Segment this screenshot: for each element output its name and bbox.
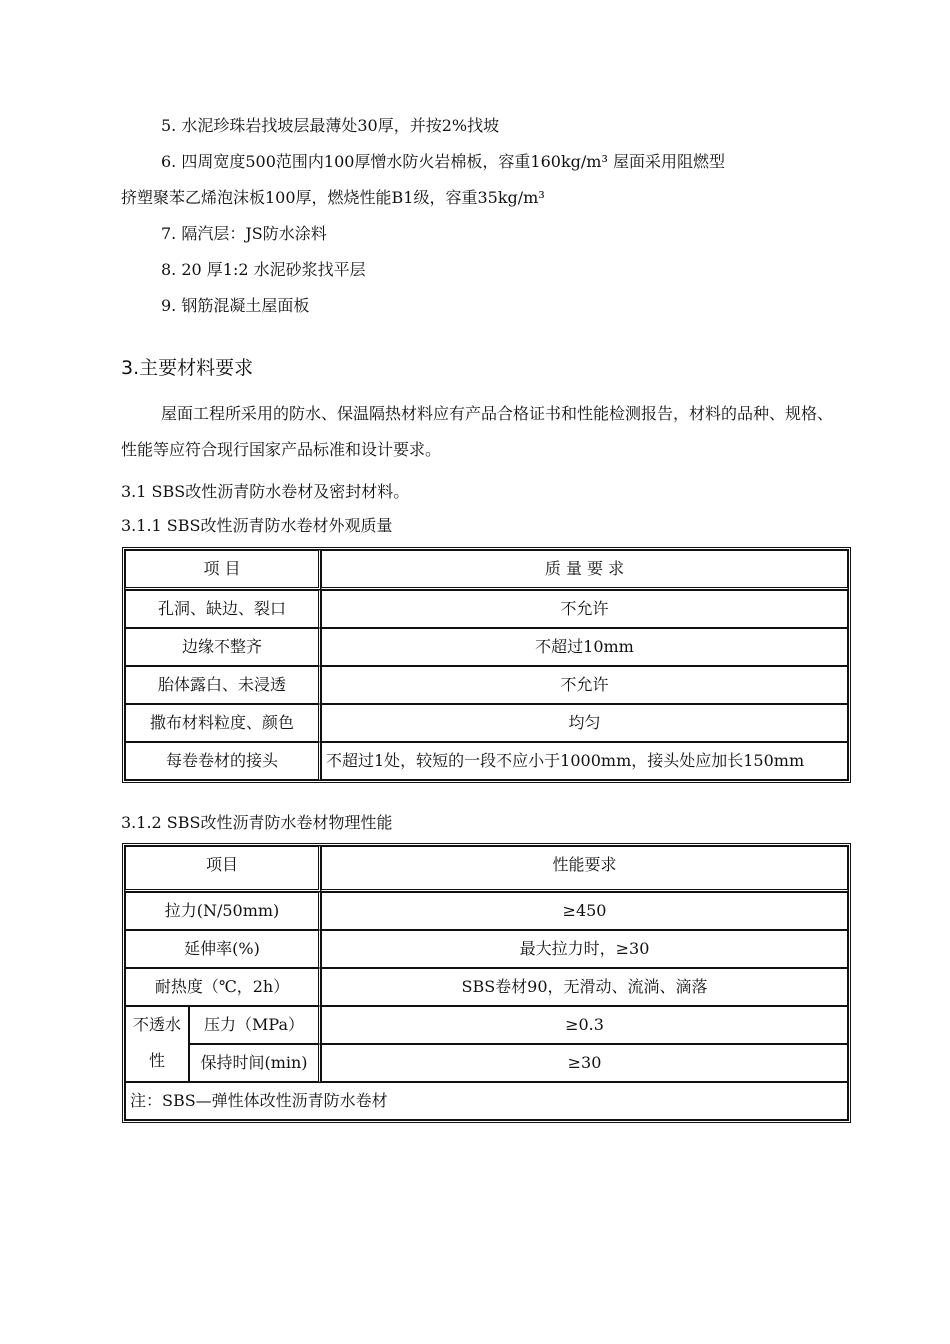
table-cell: 保持时间(min) [189,1044,321,1082]
table-row [125,590,848,628]
table-row [125,704,848,742]
column-header: 性能要求 [321,846,848,892]
table-row [125,666,848,704]
table-cell: 最大拉力时，≥30 [321,930,848,968]
table-cell: 不允许 [321,590,848,628]
table-header-row [125,846,848,892]
table-cell: 延伸率(%) [125,930,321,968]
section-heading: 3.主要材料要求 [121,357,254,379]
table-cell: 每卷卷材的接头 [125,742,321,780]
table-cell: 胎体露白、未浸透 [125,666,321,704]
table-row [125,628,848,666]
table-cell: ≥0.3 [321,1006,848,1044]
table-cell: ≥450 [321,892,848,930]
table-row [125,930,848,968]
table-cell: 撒布材料粒度、颜色 [125,704,321,742]
subsection-3-1: 3.1 SBS改性沥青防水卷材及密封材料。 [121,482,410,501]
subsection-3-1-2: 3.1.2 SBS改性沥青防水卷材物理性能 [121,813,393,832]
table-note-row [125,1082,848,1120]
physical-properties-table [122,843,851,1123]
item-5: 5. 水泥珍珠岩找坡层最薄处30厚，并按2%找坡 [161,116,500,135]
subsection-3-1-1: 3.1.1 SBS改性沥青防水卷材外观质量 [121,516,393,535]
item-6: 6. 四周宽度500范围内100厚憎水防火岩棉板，容重160kg/m³ 屋面采用阻燃型 [161,152,725,171]
item-7: 7. 隔汽层：JS防水涂料 [161,224,327,243]
table-row [125,892,848,930]
table-header-row [125,550,848,590]
table-row [125,742,848,780]
table-row [125,968,848,1006]
table-cell: 均匀 [321,704,848,742]
table-cell: 不超过1处，较短的一段不应小于1000mm，接头处应加长150mm [321,742,848,780]
table-cell: ≥30 [321,1044,848,1082]
table-cell: 不超过10mm [321,628,848,666]
table-cell: 边缘不整齐 [125,628,321,666]
table-cell: 不允许 [321,666,848,704]
table-cell: 压力（MPa） [189,1006,321,1044]
table-cell: SBS卷材90，无滑动、流淌、滴落 [321,968,848,1006]
table-row [125,1006,848,1044]
item-9: 9. 钢筋混凝土屋面板 [161,296,310,315]
column-header: 项目 [125,846,321,892]
appearance-quality-table [122,547,851,783]
section-paragraph: 屋面工程所采用的防水、保温隔热材料应有产品合格证书和性能检测报告，材料的品种、规格、性能等应符合现行国家产品标准和设计要求。 [121,404,834,459]
item-8: 8. 20 厚1:2 水泥砂浆找平层 [161,260,366,279]
table-row [125,1044,848,1082]
table-cell: 耐热度（℃，2h） [125,968,321,1006]
column-header: 项 目 [125,550,321,590]
table-cell: 孔洞、缺边、裂口 [125,590,321,628]
table-cell: 拉力(N/50mm) [125,892,321,930]
item-6-continued: 挤塑聚苯乙烯泡沫板100厚，燃烧性能B1级，容重35kg/m³ [121,188,545,207]
group-label-cell: 不透水性 [125,1006,189,1082]
column-header: 质 量 要 求 [321,550,848,590]
table-note: 注：SBS—弹性体改性沥青防水卷材 [125,1082,848,1120]
